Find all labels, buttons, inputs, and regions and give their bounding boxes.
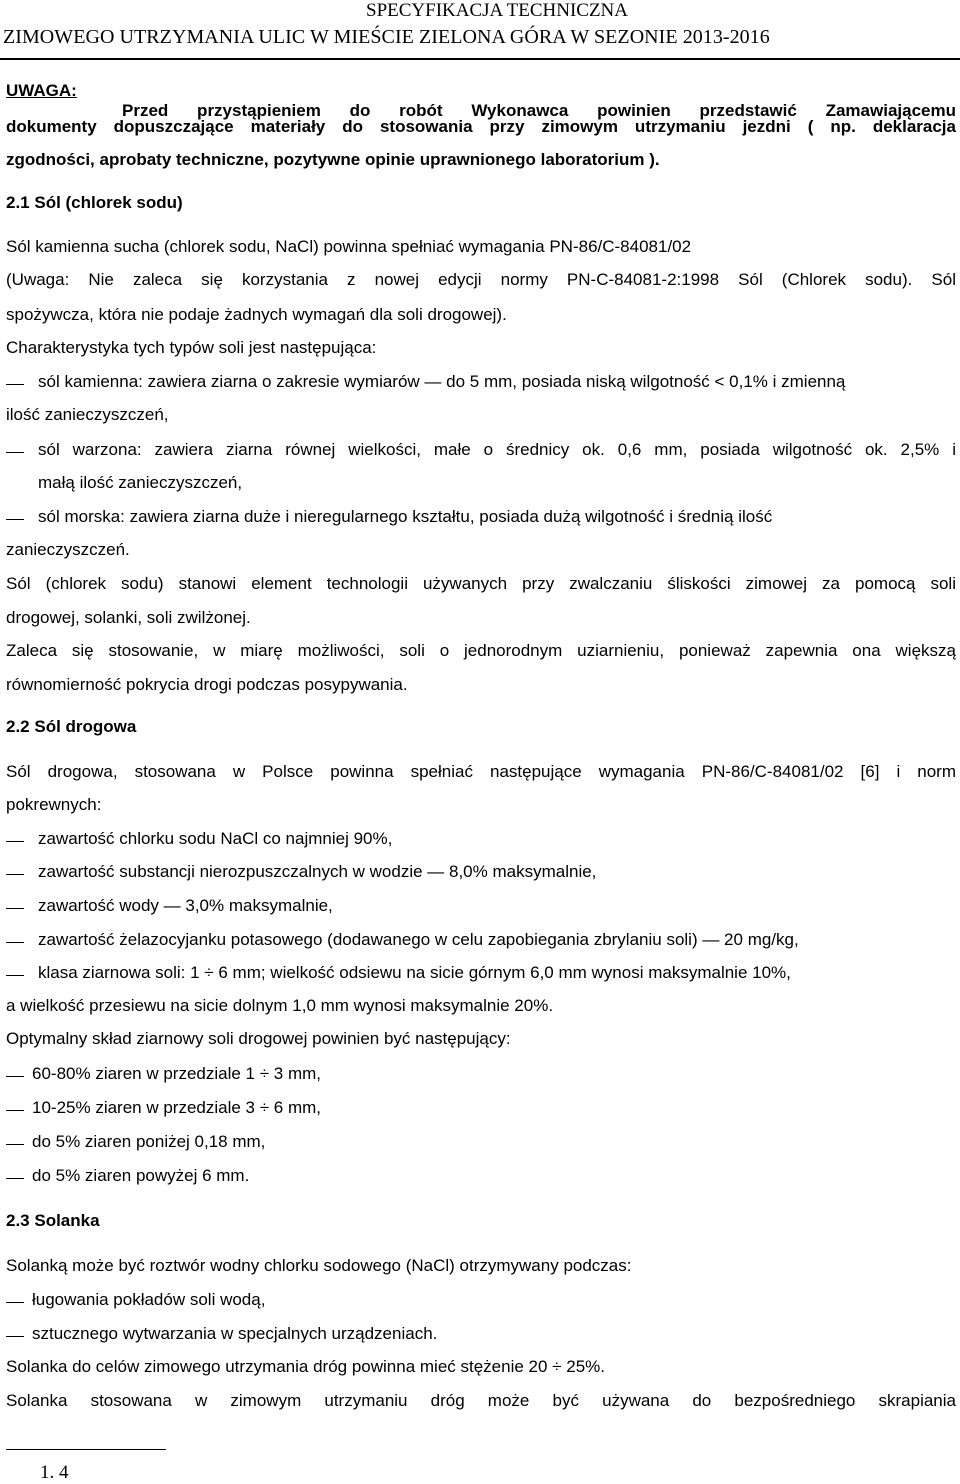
paragraph: Sól drogowa, stosowana w Polsce powinna spełniać następujące wymagania PN-86/C-84081/02 [6] i norm xyxy=(6,762,956,781)
paragraph: Solanka stosowana w zimowym utrzymaniu dróg może być używana do bezpośredniego skrapiania xyxy=(6,1391,956,1410)
bullet-dash xyxy=(6,1144,24,1145)
list-item: 10-25% ziaren w przedziale 3 ÷ 6 mm, xyxy=(32,1098,322,1117)
list-item: zawartość substancji nierozpuszczalnych w wodzie — 8,0% maksymalnie, xyxy=(38,862,597,881)
section-2-3-heading: 2.3 Solanka xyxy=(6,1211,100,1230)
bullet-dash xyxy=(6,519,24,520)
list-item-continuation: zanieczyszczeń. xyxy=(6,540,130,559)
section-2-1-heading: 2.1 Sól (chlorek sodu) xyxy=(6,193,183,212)
list-item: do 5% ziaren poniżej 0,18 mm, xyxy=(32,1132,266,1151)
bullet-dash xyxy=(6,874,24,875)
list-item-continuation: małą ilość zanieczyszczeń, xyxy=(38,473,243,492)
paragraph: Charakterystyka tych typów soli jest następująca: xyxy=(6,338,377,357)
list-item: sól kamienna: zawiera ziarna o zakresie wymiarów — do 5 mm, posiada niską wilgotność < 0,1% i zmienną xyxy=(38,372,846,391)
bullet-dash xyxy=(6,1178,24,1179)
list-item: zawartość chlorku sodu NaCl co najmniej 90%, xyxy=(38,829,393,848)
paragraph: Sól kamienna sucha (chlorek sodu, NaCl) powinna spełniać wymagania PN-86/C-84081/02 xyxy=(6,237,692,256)
bullet-dash xyxy=(6,452,24,453)
note-text-1: Przed przystąpieniem do robót Wykonawca powinien przedstawić Zamawiającemu xyxy=(122,101,956,120)
paragraph: Solanka do celów zimowego utrzymania dróg powinna mieć stężenie 20 ÷ 25%. xyxy=(6,1357,605,1376)
bullet-dash xyxy=(6,1336,24,1337)
list-item: sztucznego wytwarzania w specjalnych urządzeniach. xyxy=(32,1324,438,1343)
header-rule xyxy=(0,58,960,60)
list-item: klasa ziarnowa soli: 1 ÷ 6 mm; wielkość odsiewu na sicie górnym 6,0 mm wynosi maksymalnie 10%, xyxy=(38,963,791,982)
bullet-dash xyxy=(6,841,24,842)
list-item: do 5% ziaren powyżej 6 mm. xyxy=(32,1166,250,1185)
list-item: zawartość żelazocyjanku potasowego (dodawanego w celu zapobiegania zbrylaniu soli) — 20 mg/kg, xyxy=(38,930,799,949)
list-item: sól morska: zawiera ziarna duże i nieregularnego kształtu, posiada dużą wilgotność i średnią ilość xyxy=(38,507,773,526)
list-item: zawartość wody — 3,0% maksymalnie, xyxy=(38,896,333,915)
paragraph: pokrewnych: xyxy=(6,795,102,814)
paragraph: Solanką może być roztwór wodny chlorku sodowego (NaCl) otrzymywany podczas: xyxy=(6,1256,632,1275)
section-2-2-heading: 2.2 Sól drogowa xyxy=(6,717,137,736)
document-header-title: SPECYFIKACJA TECHNICZNA xyxy=(366,0,628,21)
list-item-continuation: ilość zanieczyszczeń, xyxy=(6,405,169,424)
paragraph: spożywcza, która nie podaje żadnych wymagań dla soli drogowej). xyxy=(6,305,507,324)
paragraph: Sól (chlorek sodu) stanowi element technologii używanych przy zwalczaniu śliskości zimowej za pomocą soli xyxy=(6,574,956,593)
list-item: sól warzona: zawiera ziarna równej wielkości, małe o średnicy ok. 0,6 mm, posiada wilgotność ok. 2,5% i xyxy=(38,440,956,459)
document-header-subtitle: ZIMOWEGO UTRZYMANIA ULIC W MIEŚCIE ZIELONA GÓRA W SEZONIE 2013-2016 xyxy=(3,26,770,48)
paragraph: drogowej, solanki, soli zwilżonej. xyxy=(6,608,251,627)
paragraph: równomierność pokrycia drogi podczas posypywania. xyxy=(6,675,408,694)
page-number: 1. 4 xyxy=(40,1462,69,1483)
list-item: ługowania pokładów soli wodą, xyxy=(32,1290,266,1309)
note-line-1 xyxy=(6,81,956,120)
bullet-dash xyxy=(6,908,24,909)
footer-rule xyxy=(6,1449,166,1450)
paragraph: a wielkość przesiewu na sicie dolnym 1,0 mm wynosi maksymalnie 20%. xyxy=(6,996,554,1015)
note-line-2: dokumenty dopuszczające materiały do stosowania przy zimowym utrzymaniu jezdni ( np. deklaracja xyxy=(6,117,956,136)
bullet-dash xyxy=(6,384,24,385)
bullet-dash xyxy=(6,942,24,943)
paragraph: Optymalny skład ziarnowy soli drogowej powinien być następujący: xyxy=(6,1029,511,1048)
note-line-3: zgodności, aprobaty techniczne, pozytywne opinie uprawnionego laboratorium ). xyxy=(6,150,660,169)
note-label: UWAGA: xyxy=(6,81,77,100)
bullet-dash xyxy=(6,975,24,976)
list-item: 60-80% ziaren w przedziale 1 ÷ 3 mm, xyxy=(32,1064,322,1083)
bullet-dash xyxy=(6,1076,24,1077)
paragraph: (Uwaga: Nie zaleca się korzystania z nowej edycji normy PN-C-84081-2:1998 Sól (Chlorek sodu). Sól xyxy=(6,270,956,289)
bullet-dash xyxy=(6,1302,24,1303)
paragraph: Zaleca się stosowanie, w miarę możliwości, soli o jednorodnym uziarnieniu, ponieważ zapewnia ona większą xyxy=(6,641,956,660)
bullet-dash xyxy=(6,1110,24,1111)
